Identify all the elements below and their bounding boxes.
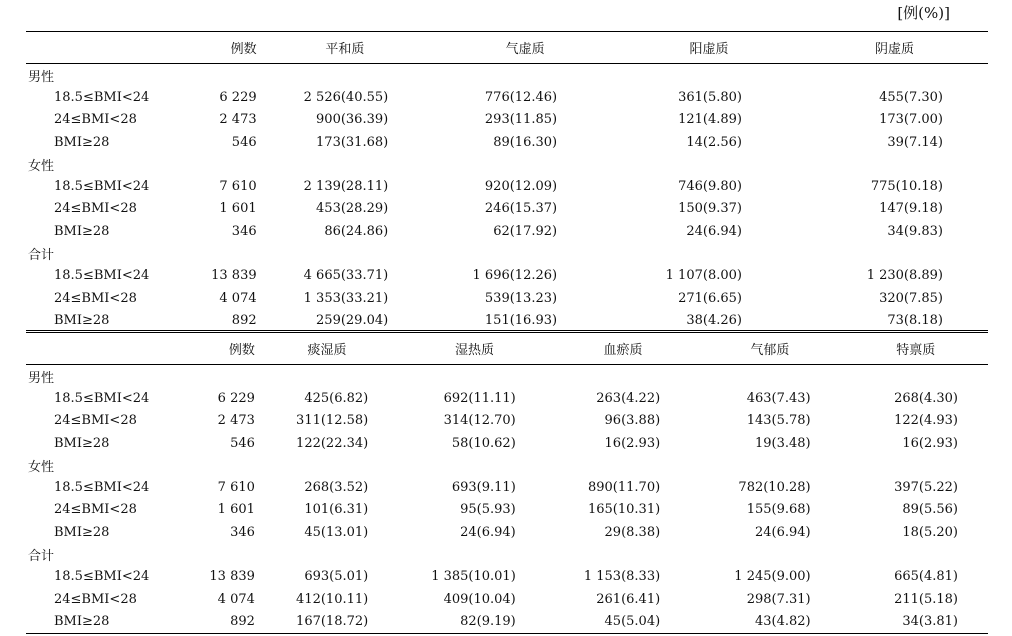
value-cell: 1 353(33.21) — [303, 290, 389, 306]
table-row — [26, 175, 988, 197]
group-row — [26, 64, 988, 87]
value-cell: 150(9.37) — [678, 201, 742, 217]
bmi-label: BMI≥28 — [54, 312, 110, 328]
value-cell: 24(6.94) — [754, 524, 811, 540]
group-label: 女性 — [28, 459, 55, 475]
group-row — [26, 543, 988, 565]
value-cell: 293(11.85) — [484, 112, 558, 128]
value-cell: 18(5.20) — [902, 524, 958, 540]
value-cell: 39(7.14) — [887, 134, 943, 150]
column-header: 湿热质 — [399, 332, 550, 365]
value-cell: 95(5.93) — [460, 502, 516, 518]
value-cell: 19(3.48) — [754, 435, 811, 451]
value-cell: 746(9.80) — [678, 179, 742, 195]
value-cell: 2 526(40.55) — [303, 89, 389, 105]
value-cell: 122(4.93) — [894, 413, 958, 429]
value-cell: 920(12.09) — [484, 179, 558, 195]
group-label: 男性 — [28, 69, 55, 85]
case-count: 6 229 — [217, 390, 255, 406]
case-count: 2 473 — [219, 112, 257, 128]
value-cell: 314(12.70) — [443, 413, 516, 429]
table-row — [26, 287, 988, 309]
value-cell: 211(5.18) — [894, 591, 958, 607]
column-header: 痰湿质 — [255, 332, 399, 365]
bmi-label: BMI≥28 — [54, 435, 110, 451]
value-cell: 397(5.22) — [894, 480, 958, 496]
value-cell: 263(4.22) — [596, 390, 661, 406]
value-cell: 165(10.31) — [587, 502, 661, 518]
value-cell: 101(6.31) — [304, 502, 369, 518]
group-row — [26, 454, 988, 476]
value-cell: 4 665(33.71) — [303, 268, 389, 284]
value-cell: 43(4.82) — [754, 613, 811, 629]
value-cell: 890(11.70) — [587, 480, 661, 496]
value-cell: 24(6.94) — [460, 524, 516, 540]
table-row — [26, 610, 988, 633]
value-cell: 167(18.72) — [296, 613, 369, 629]
case-count: 346 — [231, 223, 257, 239]
value-cell: 782(10.28) — [738, 480, 811, 496]
bmi-label: BMI≥28 — [54, 223, 110, 239]
table-row — [26, 109, 988, 131]
bmi-label: BMI≥28 — [54, 134, 110, 150]
value-cell: 14(2.56) — [686, 134, 742, 150]
value-cell: 268(4.30) — [894, 390, 958, 406]
table-row — [26, 588, 988, 610]
value-cell: 1 153(8.33) — [583, 569, 661, 585]
value-cell: 298(7.31) — [746, 591, 811, 607]
value-cell: 775(10.18) — [870, 179, 943, 195]
case-count: 13 839 — [209, 569, 255, 585]
bmi-label: 24≤BMI<28 — [54, 591, 137, 607]
value-cell: 1 107(8.00) — [665, 268, 742, 284]
table-row — [26, 387, 988, 409]
value-cell: 409(10.04) — [443, 591, 516, 607]
value-cell: 693(5.01) — [304, 569, 369, 585]
group-label: 男性 — [28, 370, 55, 386]
value-cell: 261(6.41) — [596, 591, 661, 607]
column-header: 阳虚质 — [617, 32, 801, 64]
value-cell: 693(9.11) — [451, 480, 516, 496]
value-cell: 143(5.78) — [746, 413, 811, 429]
value-cell: 776(12.46) — [484, 89, 558, 105]
value-cell: 16(2.93) — [902, 435, 958, 451]
value-cell: 89(5.56) — [902, 502, 958, 518]
column-header: 例数 — [181, 332, 255, 365]
value-cell: 122(22.34) — [296, 435, 369, 451]
table-row — [26, 499, 988, 521]
table-row — [26, 476, 988, 498]
unit-label: [例(%)] — [897, 4, 950, 22]
value-cell: 900(36.39) — [316, 112, 389, 128]
value-cell: 1 230(8.89) — [866, 268, 943, 284]
value-cell: 96(3.88) — [604, 413, 661, 429]
value-cell: 361(5.80) — [678, 89, 742, 105]
group-row — [26, 242, 988, 264]
bmi-label: 24≤BMI<28 — [54, 112, 137, 128]
header-blank — [26, 32, 182, 64]
value-cell: 121(4.89) — [678, 112, 742, 128]
case-count: 7 610 — [219, 179, 257, 195]
case-count: 7 610 — [217, 480, 255, 496]
column-header: 气郁质 — [696, 332, 843, 365]
value-cell: 34(9.83) — [887, 223, 943, 239]
bmi-label: 18.5≤BMI<24 — [54, 569, 150, 585]
value-cell: 151(16.93) — [484, 312, 558, 328]
bmi-label: 18.5≤BMI<24 — [54, 268, 150, 284]
table-row — [26, 521, 988, 543]
table-row — [26, 198, 988, 220]
case-count: 13 839 — [211, 268, 257, 284]
case-count: 892 — [231, 312, 257, 328]
table-row — [26, 410, 988, 432]
column-header: 平和质 — [257, 32, 434, 64]
group-row — [26, 153, 988, 175]
value-cell: 268(3.52) — [304, 480, 369, 496]
value-cell: 463(7.43) — [746, 390, 811, 406]
header-row — [26, 332, 988, 365]
column-header: 气虚质 — [433, 32, 617, 64]
case-count: 4 074 — [219, 290, 257, 306]
value-cell: 259(29.04) — [316, 312, 389, 328]
value-cell: 246(15.37) — [484, 201, 558, 217]
case-count: 546 — [231, 134, 257, 150]
value-cell: 16(2.93) — [604, 435, 661, 451]
value-cell: 320(7.85) — [879, 290, 943, 306]
case-count: 6 229 — [219, 89, 257, 105]
value-cell: 86(24.86) — [324, 223, 389, 239]
group-row — [26, 365, 988, 388]
value-cell: 24(6.94) — [686, 223, 742, 239]
case-count: 1 601 — [219, 201, 257, 217]
table-row — [26, 432, 988, 454]
value-cell: 155(9.68) — [746, 502, 811, 518]
value-cell: 173(7.00) — [879, 112, 943, 128]
column-header: 阴虚质 — [801, 32, 988, 64]
bmi-label: 18.5≤BMI<24 — [54, 179, 150, 195]
value-cell: 1 245(9.00) — [734, 569, 811, 585]
bmi-label: BMI≥28 — [54, 613, 110, 629]
value-cell: 539(13.23) — [484, 290, 558, 306]
value-cell: 455(7.30) — [879, 89, 943, 105]
bmi-label: 18.5≤BMI<24 — [54, 89, 150, 105]
bmi-label: 24≤BMI<28 — [54, 201, 137, 217]
value-cell: 147(9.18) — [879, 201, 943, 217]
constitution-table-top — [26, 31, 988, 332]
table-row — [26, 86, 988, 108]
case-count: 2 473 — [217, 413, 255, 429]
value-cell: 34(3.81) — [902, 613, 958, 629]
value-cell: 271(6.65) — [678, 290, 742, 306]
value-cell: 692(11.11) — [443, 390, 516, 406]
table-row — [26, 131, 988, 153]
value-cell: 2 139(28.11) — [303, 179, 389, 195]
value-cell: 73(8.18) — [887, 312, 943, 328]
bmi-label: BMI≥28 — [54, 524, 110, 540]
table-row — [26, 265, 988, 287]
table-row — [26, 309, 988, 331]
bmi-label: 24≤BMI<28 — [54, 502, 137, 518]
bmi-label: 18.5≤BMI<24 — [54, 390, 150, 406]
case-count: 1 601 — [217, 502, 255, 518]
value-cell: 45(5.04) — [604, 613, 661, 629]
group-label: 合计 — [28, 549, 55, 565]
group-label: 合计 — [28, 248, 55, 264]
group-label: 女性 — [28, 158, 55, 174]
column-header: 血瘀质 — [550, 332, 696, 365]
table-row — [26, 566, 988, 588]
value-cell: 62(17.92) — [493, 223, 558, 239]
constitution-table-bottom — [26, 330, 988, 634]
value-cell: 173(31.68) — [316, 134, 389, 150]
value-cell: 58(10.62) — [451, 435, 516, 451]
value-cell: 453(28.29) — [316, 201, 389, 217]
table-row — [26, 220, 988, 242]
value-cell: 45(13.01) — [304, 524, 369, 540]
value-cell: 82(9.19) — [460, 613, 516, 629]
header-row — [26, 32, 988, 64]
value-cell: 1 696(12.26) — [472, 268, 558, 284]
value-cell: 29(8.38) — [604, 524, 661, 540]
value-cell: 412(10.11) — [296, 591, 369, 607]
value-cell: 38(4.26) — [686, 312, 742, 328]
value-cell: 311(12.58) — [296, 413, 369, 429]
column-header: 特禀质 — [844, 332, 988, 365]
value-cell: 1 385(10.01) — [431, 569, 516, 585]
value-cell: 425(6.82) — [304, 390, 369, 406]
case-count: 892 — [230, 613, 255, 629]
bmi-label: 24≤BMI<28 — [54, 290, 137, 306]
case-count: 546 — [230, 435, 255, 451]
case-count: 4 074 — [217, 591, 255, 607]
bmi-label: 18.5≤BMI<24 — [54, 480, 150, 496]
bmi-label: 24≤BMI<28 — [54, 413, 137, 429]
value-cell: 665(4.81) — [894, 569, 958, 585]
header-blank — [26, 332, 181, 365]
column-header: 例数 — [182, 32, 257, 64]
value-cell: 89(16.30) — [493, 134, 558, 150]
case-count: 346 — [230, 524, 255, 540]
